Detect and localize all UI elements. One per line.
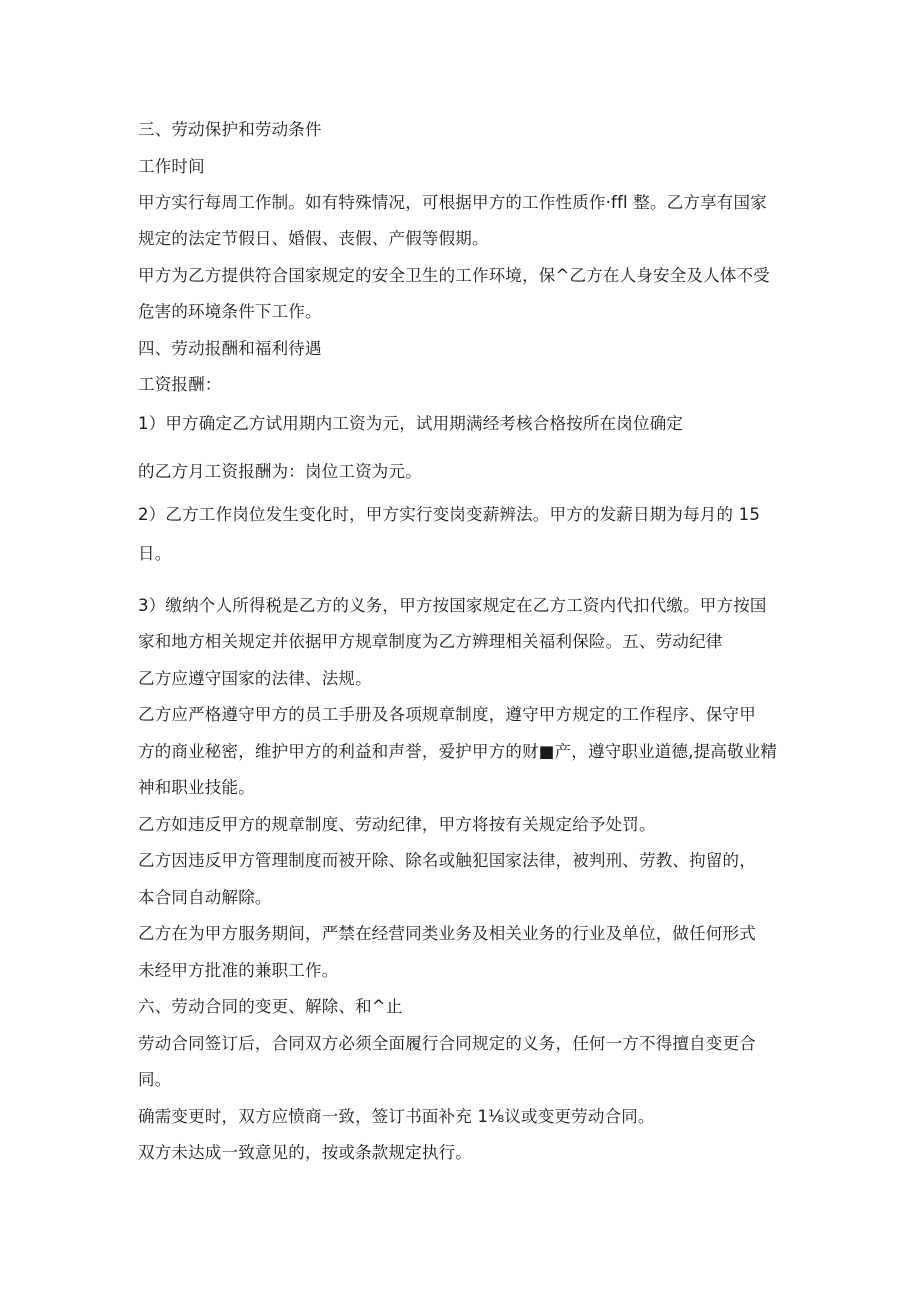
section-heading-3: 三、劳动保护和劳动条件 xyxy=(138,120,322,139)
paragraph-line: 乙方应遵守国家的法律、法规。 xyxy=(138,669,372,688)
paragraph-line: 甲方实行每周工作制。如有特殊情况，可根据甲方的工作性质作·ffl 整。乙方享有国家 xyxy=(138,193,767,212)
paragraph-line: 神和职业技能。 xyxy=(138,778,255,797)
paragraph-line: 确需变更时，双方应愤商一致，签订书面补充 1⅛议或变更劳动合同。 xyxy=(138,1107,655,1126)
paragraph-line: 双方未达成一致意见的，按或条款规定执行。 xyxy=(138,1143,472,1162)
paragraph-line: 1）甲方确定乙方试用期内工资为元，试用期满经考核合格按所在岗位确定 xyxy=(138,414,684,433)
paragraph-line: 的乙方月工资报酬为：岗位工资为元。 xyxy=(138,462,422,481)
subheading-salary: 工资报酬： xyxy=(138,375,222,394)
paragraph-line: 本合同自动解除。 xyxy=(138,888,272,907)
section-heading-4: 四、劳动报酬和福利待遇 xyxy=(138,339,322,358)
paragraph-line: 乙方在为甲方服务期间，严禁在经营同类业务及相关业务的行业及单位，做任何形式 xyxy=(138,924,756,943)
paragraph-line: 同。 xyxy=(138,1070,172,1089)
subheading-work-hours: 工作时间 xyxy=(138,157,205,176)
paragraph-line: 家和地方相关规定并依据甲方规章制度为乙方辨理相关福利保险。五、劳动纪律 xyxy=(138,632,723,651)
paragraph-line: 劳动合同签订后，合同双方必须全面履行合同规定的义务，任何一方不得擅自变更合 xyxy=(138,1034,756,1053)
paragraph-line: 未经甲方批准的兼职工作。 xyxy=(138,961,339,980)
section-heading-6: 六、劳动合同的变更、解除、和^止 xyxy=(138,997,403,1016)
paragraph-line: 乙方应严格遵守甲方的员工手册及各项规章制度，遵守甲方规定的工作程序、保守甲 xyxy=(138,705,756,724)
paragraph-line: 乙方因违反甲方管理制度而被开除、除名或触犯国家法律，被判刑、劳教、拘留的， xyxy=(138,851,756,870)
paragraph-line: 3）缴纳个人所得税是乙方的义务，甲方按国家规定在乙方工资内代扣代缴。甲方按国 xyxy=(138,596,767,615)
paragraph-line: 方的商业秘密，维护甲方的利益和声誉，爱护甲方的财■产，遵守职业道德,提高敬业精 xyxy=(138,742,778,761)
paragraph-line: 危害的环境条件下工作。 xyxy=(138,302,322,321)
paragraph-line: 2）乙方工作岗位发生变化时，甲方实行变岗变薪辨法。甲方的发薪日期为每月的 15 xyxy=(138,505,761,524)
paragraph-line: 规定的法定节假日、婚假、丧假、产假等假期。 xyxy=(138,229,489,248)
paragraph-line: 乙方如违反甲方的规章制度、劳动纪律，甲方将按有关规定给予处罚。 xyxy=(138,815,656,834)
paragraph-line: 日。 xyxy=(138,544,172,563)
paragraph-line: 甲方为乙方提供符合国家规定的安全卫生的工作环境，保^乙方在人身安全及人体不受 xyxy=(138,266,770,285)
